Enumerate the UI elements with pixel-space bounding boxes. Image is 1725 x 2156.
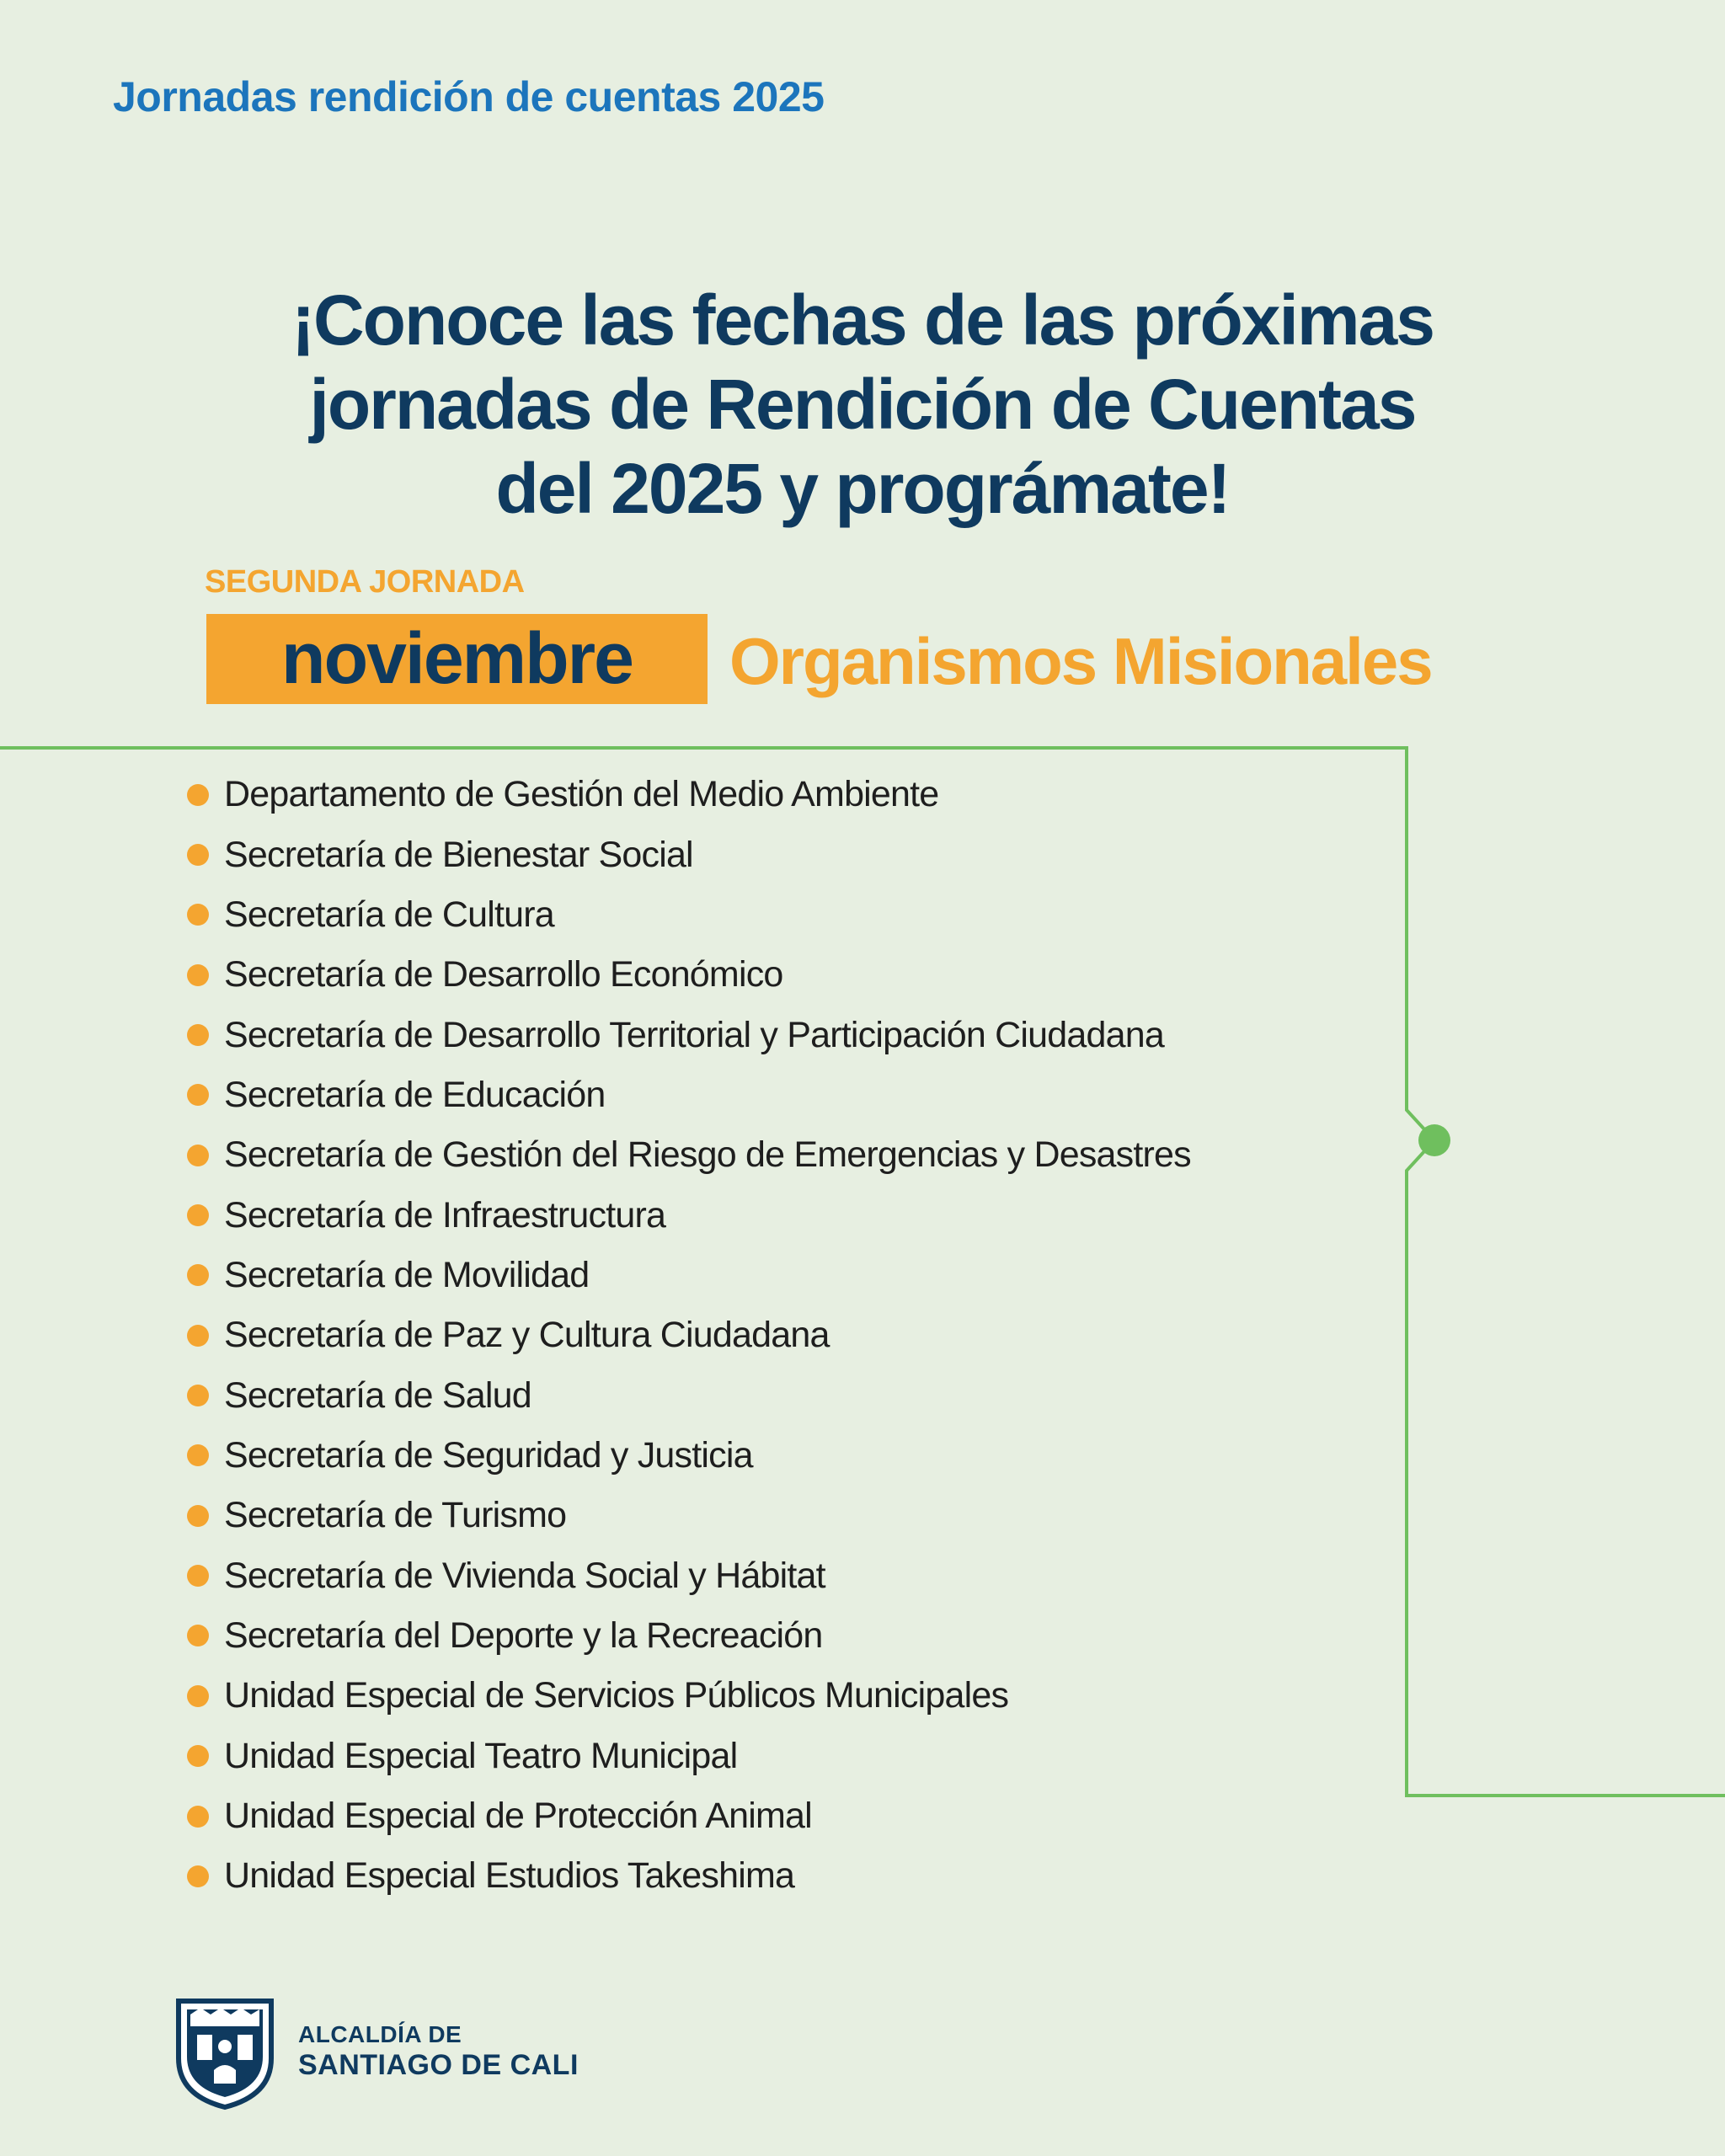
campaign-label: Jornadas rendición de cuentas 2025 (113, 73, 825, 120)
list-item (187, 1246, 1191, 1305)
list-item (187, 1065, 1191, 1125)
list-item-label: Secretaría de Infraestructura (224, 1194, 666, 1235)
list-item-label: Secretaría de Bienestar Social (224, 834, 693, 875)
list-item-label: Secretaría de Seguridad y Justicia (224, 1434, 753, 1476)
bullet-icon (187, 1264, 209, 1286)
list-item (187, 1125, 1191, 1185)
headline-line-3: del 2025 y prográmate! (495, 449, 1230, 528)
entity-list (187, 765, 1191, 1907)
bullet-icon (187, 1444, 209, 1466)
bullet-icon (187, 1024, 209, 1046)
list-item (187, 1005, 1191, 1065)
list-item (187, 1606, 1191, 1666)
bullet-icon (187, 1385, 209, 1406)
headline-line-2: jornadas de Rendición de Cuentas (309, 365, 1416, 444)
list-item (187, 1545, 1191, 1605)
bullet-icon (187, 784, 209, 806)
list-item (187, 1846, 1191, 1906)
list-item-label: Secretaría de Desarrollo Económico (224, 954, 783, 995)
logo-line-2: SANTIAGO DE CALI (298, 2048, 579, 2081)
bullet-icon (187, 1806, 209, 1828)
list-item (187, 1365, 1191, 1425)
list-item (187, 885, 1191, 945)
list-item-label: Unidad Especial de Protección Animal (224, 1796, 812, 1837)
coat-of-arms-icon (172, 1993, 278, 2111)
session-label: SEGUNDA JORNADA (205, 564, 525, 600)
list-item-label: Secretaría de Paz y Cultura Ciudadana (224, 1315, 830, 1356)
list-item (187, 825, 1191, 884)
list-item-label: Unidad Especial Estudios Takeshima (224, 1855, 795, 1897)
headline-line-1: ¡Conoce las fechas de las próximas (291, 280, 1434, 360)
list-item-label: Secretaría de Desarrollo Territorial y Participación Ciudadana (224, 1014, 1164, 1055)
bracket-dot (1418, 1124, 1450, 1156)
list-item (187, 1486, 1191, 1545)
bullet-icon (187, 1745, 209, 1767)
list-item-label: Secretaría del Deporte y la Recreación (224, 1614, 823, 1656)
list-item-label: Secretaría de Movilidad (224, 1254, 590, 1295)
list-item (187, 1726, 1191, 1786)
list-item (187, 1185, 1191, 1245)
bullet-icon (187, 1325, 209, 1347)
list-item-label: Departamento de Gestión del Medio Ambiente (224, 774, 939, 815)
bullet-icon (187, 1204, 209, 1226)
page-title (0, 278, 1725, 531)
list-item-label: Secretaría de Salud (224, 1374, 531, 1416)
logo-line-1: ALCALDÍA DE (298, 2021, 462, 2048)
bullet-icon (187, 1865, 209, 1887)
bullet-icon (187, 1625, 209, 1646)
list-item-label: Secretaría de Turismo (224, 1495, 567, 1536)
list-item-label: Secretaría de Cultura (224, 894, 554, 935)
month-badge: noviembre (206, 614, 708, 704)
bullet-icon (187, 1685, 209, 1707)
logo-text (298, 2021, 579, 2081)
bullet-icon (187, 1084, 209, 1106)
alcaldia-logo (172, 1993, 579, 2111)
bullet-icon (187, 1565, 209, 1587)
list-item (187, 1305, 1191, 1365)
group-title: Organismos Misionales (729, 624, 1432, 698)
list-item (187, 1666, 1191, 1726)
bullet-icon (187, 964, 209, 986)
list-item-label: Unidad Especial de Servicios Públicos Municipales (224, 1675, 1009, 1716)
list-item (187, 1426, 1191, 1486)
list-item (187, 945, 1191, 1005)
list-item-label: Secretaría de Educación (224, 1074, 606, 1115)
bullet-icon (187, 904, 209, 926)
bullet-icon (187, 844, 209, 866)
bullet-icon (187, 1505, 209, 1527)
list-item (187, 765, 1191, 825)
list-item (187, 1786, 1191, 1846)
list-item-label: Unidad Especial Teatro Municipal (224, 1735, 738, 1776)
list-item-label: Secretaría de Vivienda Social y Hábitat (224, 1555, 825, 1596)
bullet-icon (187, 1145, 209, 1166)
list-item-label: Secretaría de Gestión del Riesgo de Emergencias y Desastres (224, 1134, 1191, 1176)
